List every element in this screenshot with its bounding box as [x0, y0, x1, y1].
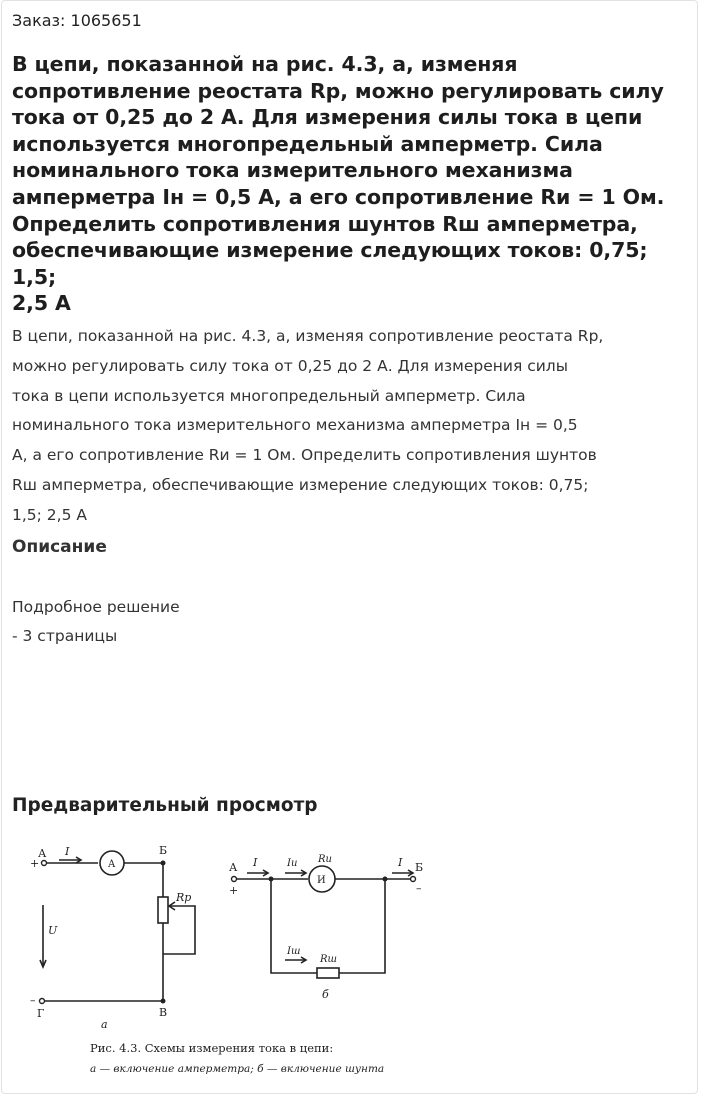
title-line: 2,5 А — [12, 291, 71, 316]
node-a-label: А — [38, 847, 47, 860]
figure-caption-line1: Рис. 4.3. Схемы измерения тока в цепи: — [90, 1041, 334, 1055]
order-number: Заказ: 1065651 — [12, 11, 142, 30]
node-a-label: А — [229, 861, 238, 874]
preview-heading: Предварительный просмотр — [12, 795, 318, 816]
text-line: 1,5; 2,5 А — [12, 505, 87, 524]
shunt-resistor-label: Rш — [320, 954, 338, 965]
meter-current-label: Iи — [287, 858, 298, 869]
description-line: - 3 страницы — [12, 627, 118, 645]
shunt-current-label: Iш — [287, 946, 301, 957]
scheme-b-caption: б — [322, 988, 329, 1001]
current-in-label: I — [253, 856, 258, 869]
scheme-a-caption: а — [101, 1018, 108, 1031]
title-line: обеспечивающие измерение следующих токов: 0,75; 1,5; — [12, 238, 648, 289]
node-g-label: Г — [37, 1007, 45, 1020]
title-line: сопротивление реостата Rр, можно регулировать силу — [12, 78, 664, 103]
title-line: В цепи, показанной на рис. 4.3, а, изменяя — [12, 52, 518, 76]
text-line: А, а его сопротивление Rи = 1 Ом. Определить сопротивления шунтов — [12, 446, 597, 465]
ammeter-symbol: A — [108, 859, 116, 870]
text-line: номинального тока измерительного механизма амперметра Iн = 0,5 — [12, 416, 578, 435]
task-title — [12, 51, 696, 317]
title-line: Определить сопротивления шунтов Rш амперметра, — [12, 211, 638, 236]
plus-sign: + — [30, 857, 40, 870]
task-text — [12, 322, 696, 531]
voltage-label: U — [48, 924, 58, 937]
node-b-label: Б — [159, 844, 168, 857]
circuit-figure — [0, 830, 701, 1090]
text-line: можно регулировать силу тока от 0,25 до 2 А. Для измерения силы — [12, 356, 568, 375]
plus-sign: + — [229, 884, 239, 897]
current-label: I — [65, 845, 70, 858]
description-heading: Описание — [12, 537, 107, 557]
text-line: Rш амперметра, обеспечивающие измерение следующих токов: 0,75; — [12, 475, 589, 494]
figure-caption-line2: а — включение амперметра; б — включение шунта — [90, 1063, 385, 1075]
text-line: В цепи, показанной на рис. 4.3, а, изменяя сопротивление реостата Rр, — [12, 327, 604, 345]
title-line: амперметра Iн = 0,5 А, а его сопротивление Rи = 1 Ом. — [12, 184, 665, 209]
title-line: тока от 0,25 до 2 А. Для измерения силы тока в цепи — [12, 105, 643, 130]
minus-sign: – — [416, 882, 422, 895]
node-b-label: Б — [415, 861, 424, 874]
minus-sign: – — [30, 994, 36, 1007]
title-line: номинального тока измерительного механизма — [12, 158, 573, 183]
description-line: Подробное решение — [12, 598, 180, 616]
meter-resistor-label: Rи — [318, 854, 332, 865]
current-out-label: I — [398, 856, 403, 869]
rheostat-label: Rр — [176, 891, 192, 904]
meter-symbol: И — [317, 875, 326, 886]
node-v-label: В — [159, 1006, 168, 1019]
text-line: тока в цепи используется многопредельный амперметр. Сила — [12, 386, 526, 405]
title-line: используется многопредельный амперметр. Сила — [12, 131, 603, 156]
